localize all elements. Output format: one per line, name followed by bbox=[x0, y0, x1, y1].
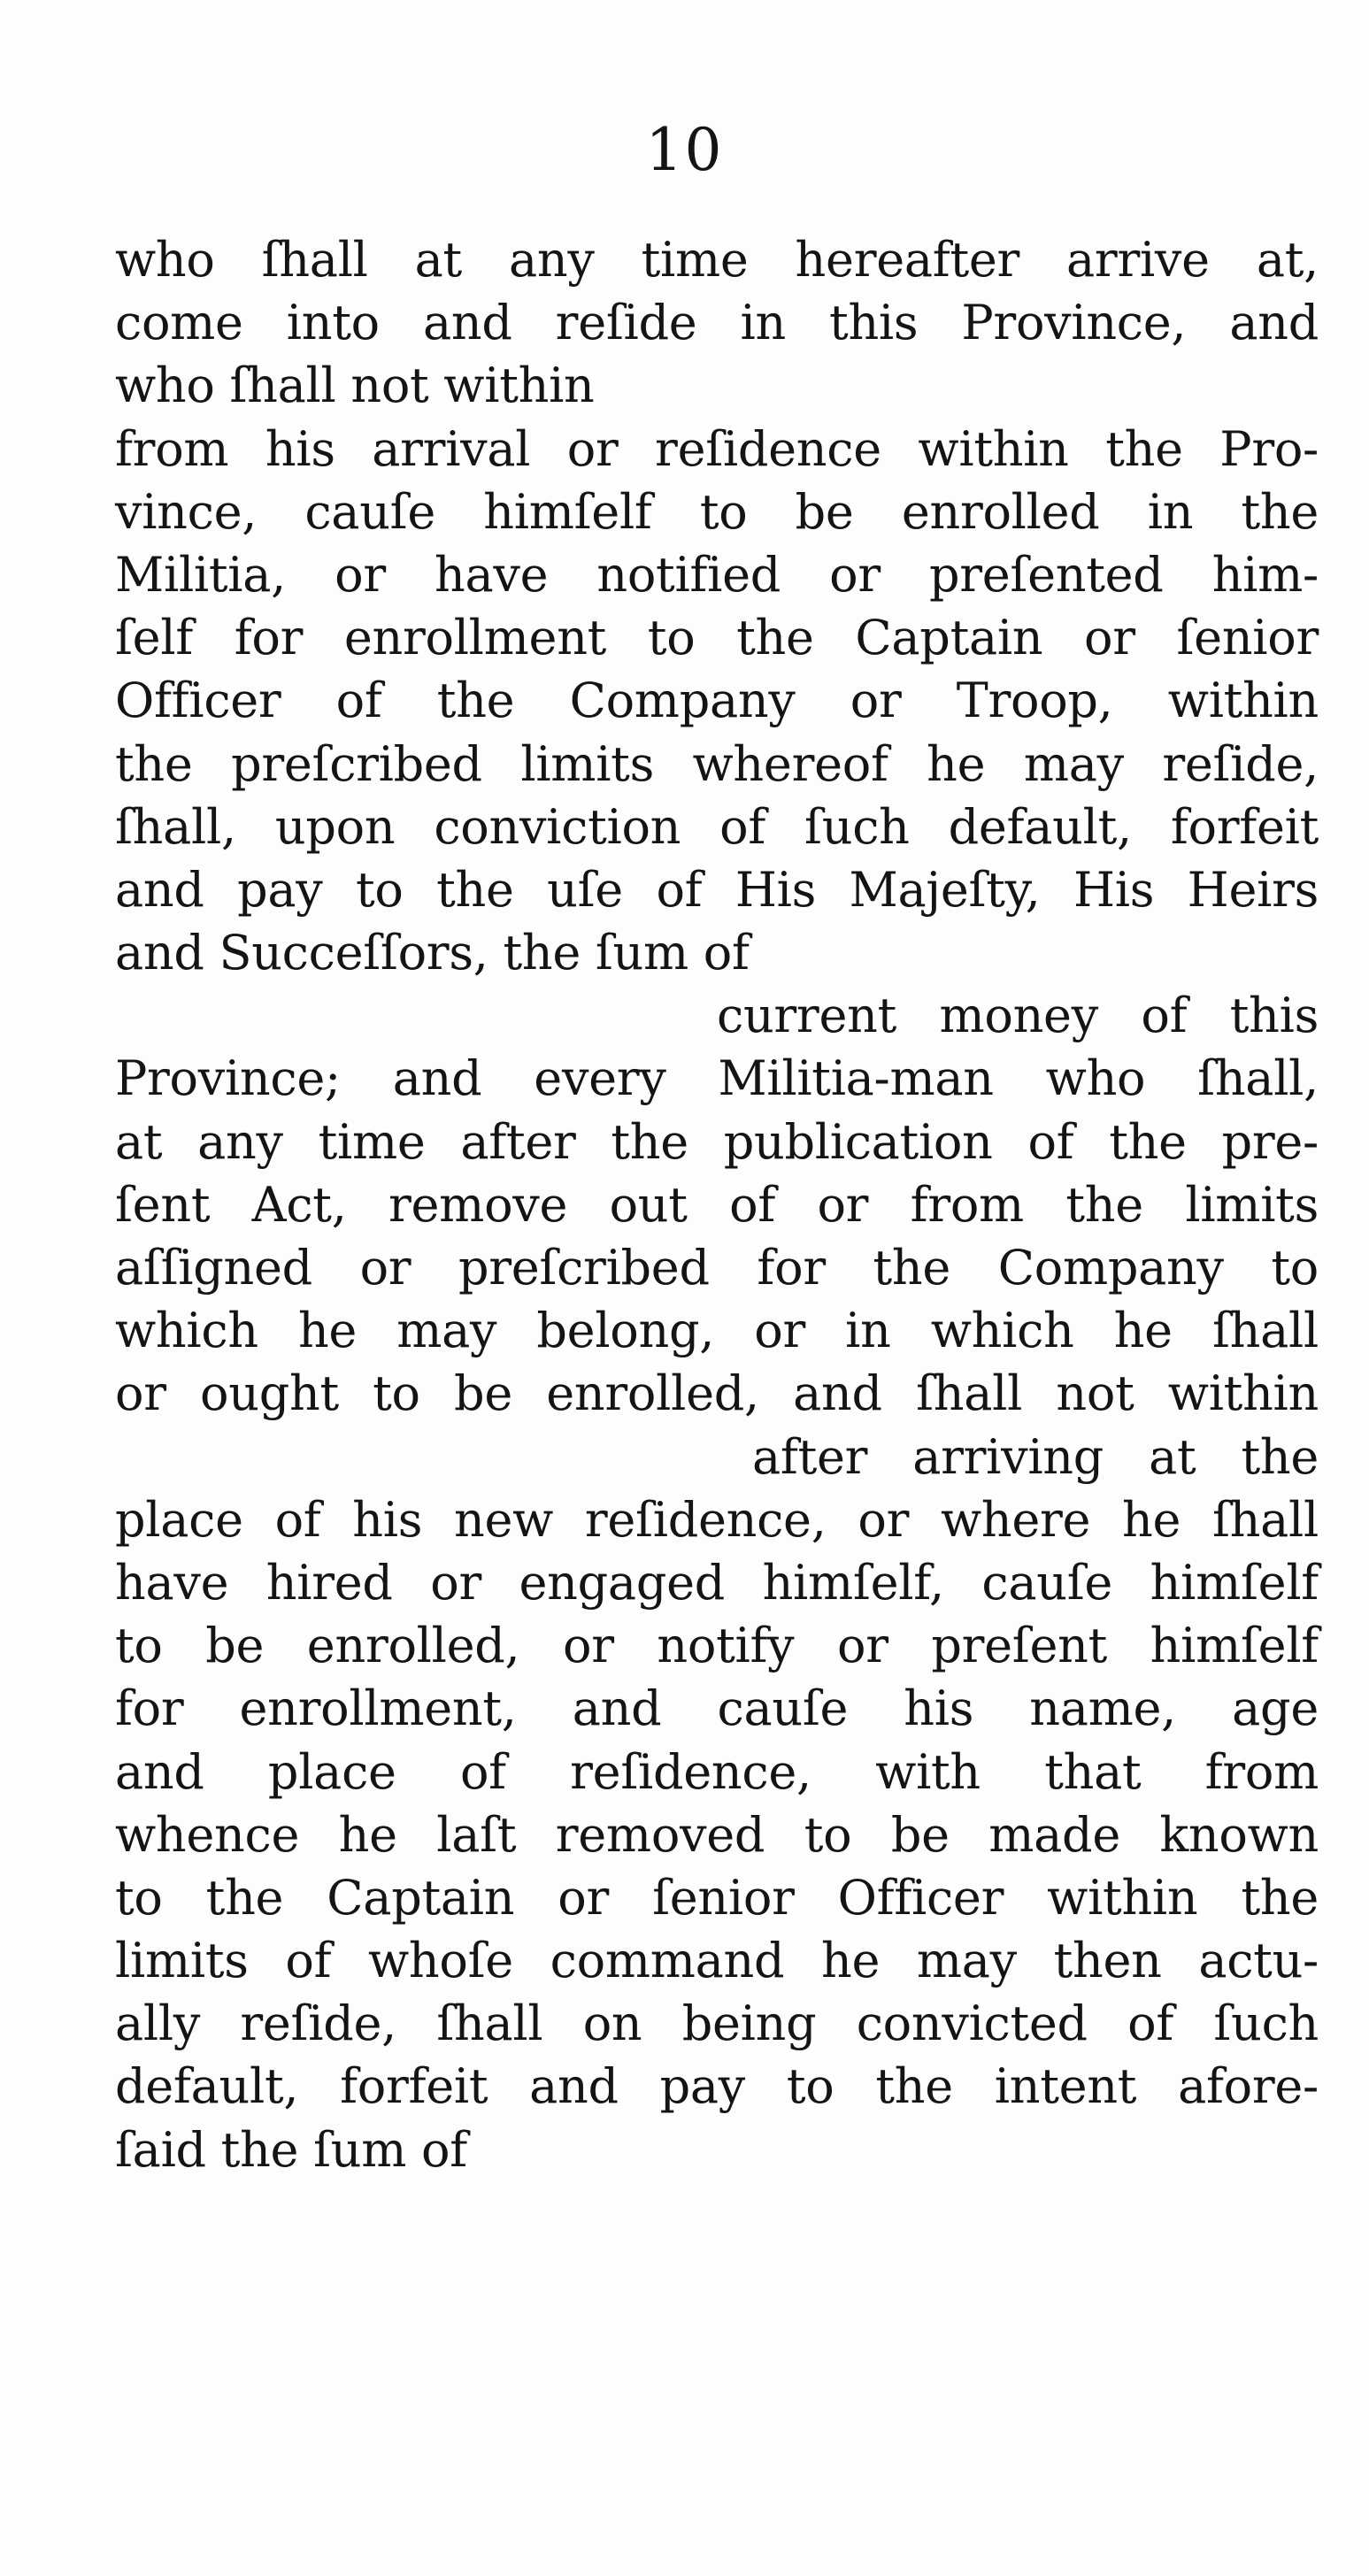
text-line-5: vince, cauſe himſelf to be enrolled in the bbox=[115, 483, 1319, 540]
text-line-13: current money of this bbox=[717, 988, 1319, 1044]
text-line-28: limits of whoſe command he may then actu- bbox=[115, 1933, 1319, 1989]
text-line-20: after arriving at the bbox=[752, 1428, 1319, 1485]
text-line-23: to be enrolled, or notify or preſent himſelf bbox=[115, 1618, 1319, 1674]
text-line-4: from his arrival or reſidence within the Pro- bbox=[115, 420, 1319, 477]
text-line-29: ally reſide, ſhall on being convicted of ſuch bbox=[115, 1995, 1319, 2052]
text-line-25: and place of reſidence, with that from bbox=[115, 1743, 1319, 1800]
text-line-10: ſhall, upon conviction of ſuch default, forfeit bbox=[115, 798, 1319, 855]
text-line-2: come into and reſide in this Province, and bbox=[115, 295, 1319, 351]
text-line-3: who ſhall not within bbox=[115, 358, 595, 414]
text-line-16: ſent Act, remove out of or from the limits bbox=[115, 1176, 1319, 1233]
text-line-11: and pay to the uſe of His Majeſty, His Heirs bbox=[115, 861, 1319, 918]
page-number: 10 bbox=[645, 116, 724, 184]
text-line-27: to the Captain or ſenior Officer within the bbox=[115, 1869, 1319, 1926]
text-line-17: aſſigned or preſcribed for the Company to bbox=[115, 1240, 1319, 1296]
text-line-9: the preſcribed limits whereof he may reſide, bbox=[115, 735, 1319, 792]
text-line-1: who ſhall at any time hereafter arrive at, bbox=[115, 232, 1319, 288]
text-line-12: and Succeſſors, the ſum of bbox=[115, 925, 750, 981]
text-line-26: whence he laſt removed to be made known bbox=[115, 1806, 1319, 1863]
text-line-30: default, forfeit and pay to the intent afore- bbox=[115, 2058, 1319, 2115]
body-text bbox=[115, 228, 1319, 2181]
text-line-6: Militia, or have notified or preſented him- bbox=[115, 546, 1319, 603]
text-line-19: or ought to be enrolled, and ſhall not within bbox=[115, 1365, 1319, 1422]
text-line-7: ſelf for enrollment to the Captain or ſenior bbox=[115, 610, 1319, 666]
text-line-8: Officer of the Company or Troop, within bbox=[115, 673, 1319, 729]
text-line-14: Province; and every Militia-man who ſhall, bbox=[115, 1050, 1319, 1107]
text-line-24: for enrollment, and cauſe his name, age bbox=[115, 1680, 1319, 1737]
text-line-18: which he may belong, or in which he ſhall bbox=[115, 1303, 1319, 1359]
text-line-15: at any time after the publication of the pre- bbox=[115, 1113, 1319, 1170]
text-line-22: have hired or engaged himſelf, cauſe himſelf bbox=[115, 1554, 1319, 1611]
text-line-21: place of his new reſidence, or where he ſhall bbox=[115, 1491, 1319, 1548]
text-line-31: ſaid the ſum of bbox=[115, 2121, 467, 2178]
